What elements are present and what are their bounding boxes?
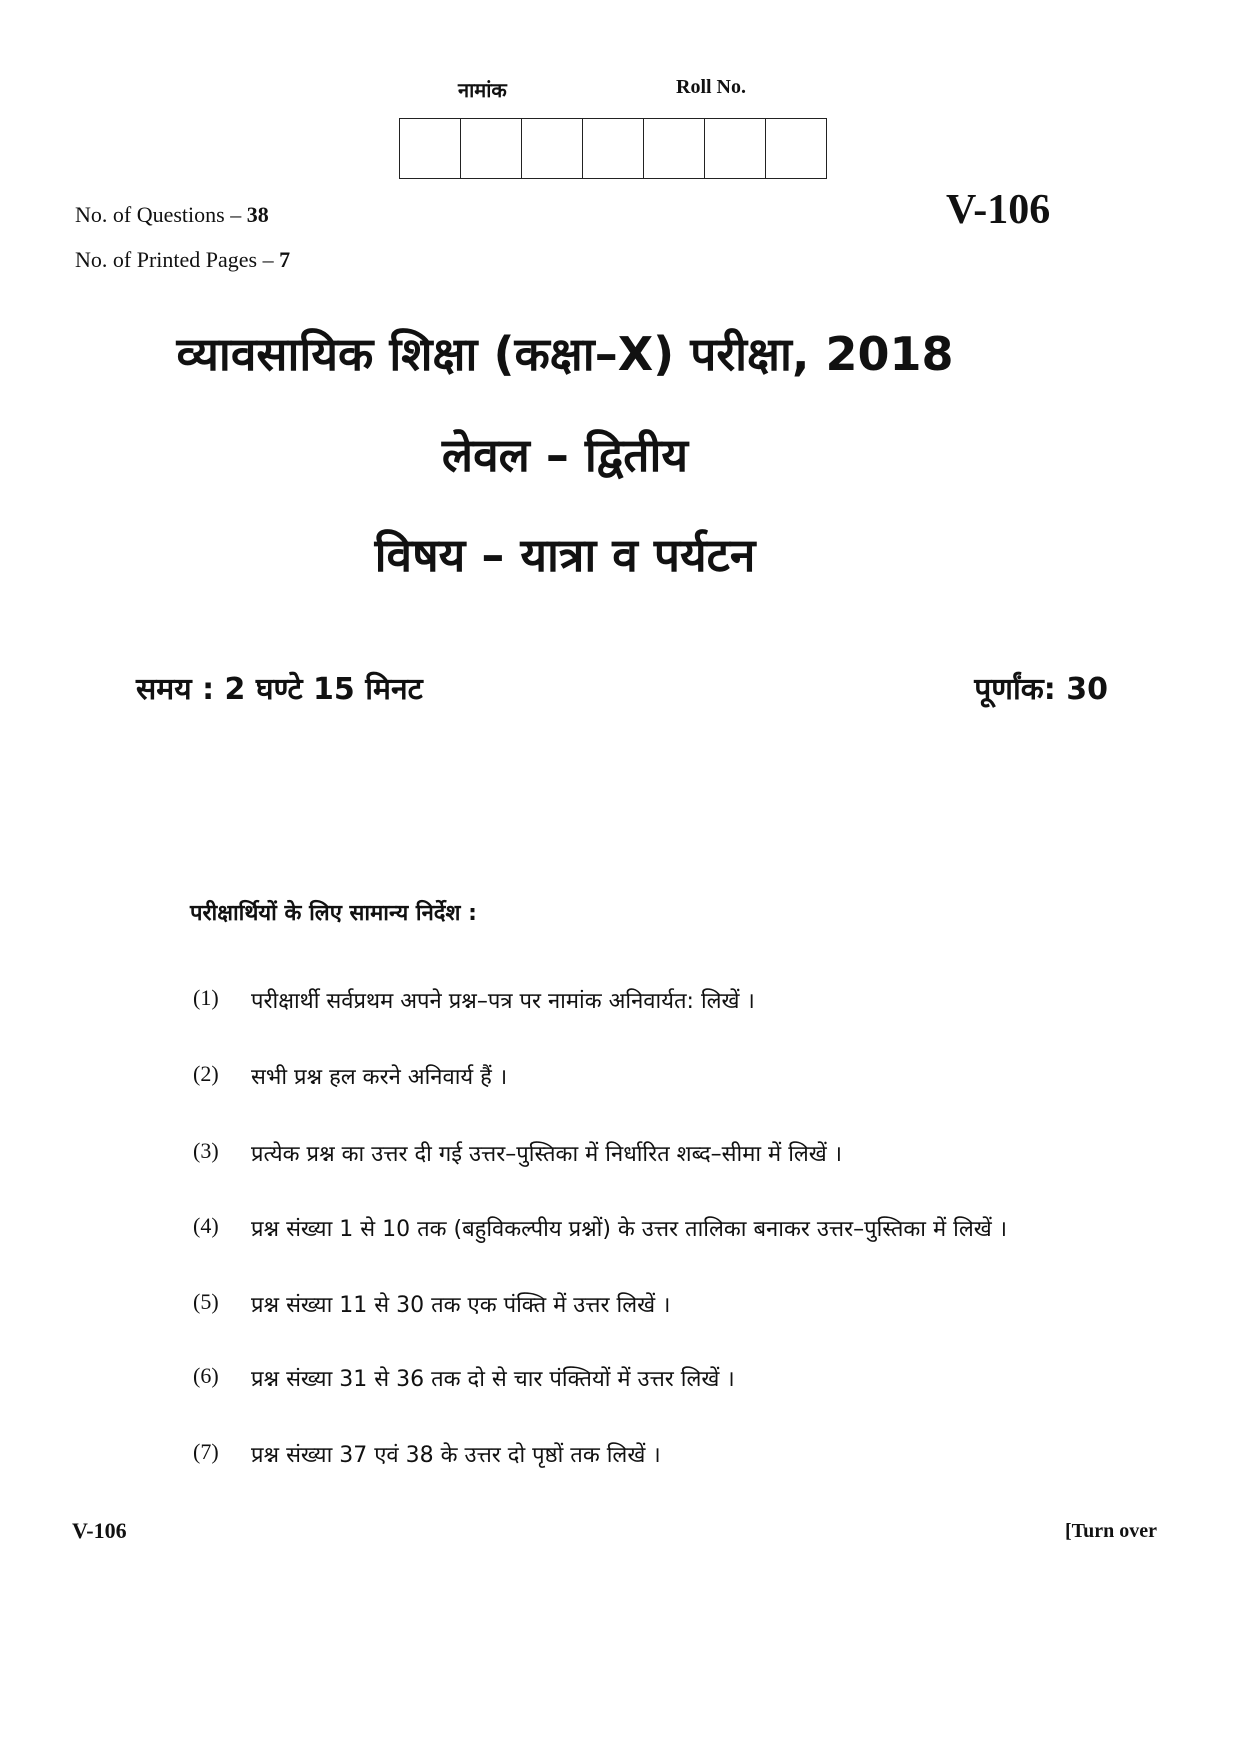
instructions-heading: परीक्षार्थियों के लिए सामान्य निर्देश : <box>190 901 477 926</box>
pages-count <box>75 247 290 273</box>
roll-box <box>766 119 826 178</box>
instruction-number: (1) <box>193 985 219 1010</box>
turn-over-note: [Turn over <box>1064 1520 1157 1542</box>
instruction-text: परीक्षार्थी सर्वप्रथम अपने प्रश्न–पत्र पर नामांक अनिवार्यत: लिखें । <box>251 989 755 1014</box>
max-marks: पूर्णांक: 30 <box>974 672 1108 707</box>
instruction-item <box>193 1213 1007 1243</box>
instruction-item <box>193 1289 670 1319</box>
roll-label-hindi: नामांक <box>458 78 507 102</box>
roll-number-boxes <box>399 118 827 179</box>
instruction-item <box>193 1138 842 1168</box>
instruction-item <box>193 1439 661 1469</box>
exam-duration: समय : 2 घण्टे 15 मिनट <box>136 672 423 707</box>
roll-box <box>583 119 644 178</box>
roll-box <box>400 119 461 178</box>
instruction-text: प्रश्न संख्या 37 एवं 38 के उत्तर दो पृष्ठों तक लिखें । <box>251 1443 661 1468</box>
roll-box <box>644 119 705 178</box>
instruction-number: (2) <box>193 1061 219 1086</box>
instruction-number: (4) <box>193 1213 219 1238</box>
roll-box <box>522 119 583 178</box>
instruction-text: सभी प्रश्न हल करने अनिवार्य हैं । <box>251 1065 508 1090</box>
pages-value: 7 <box>279 247 291 272</box>
paper-code: V-106 <box>946 187 1051 233</box>
instruction-number: (3) <box>193 1138 219 1163</box>
level-title: लेवल – द्वितीय <box>441 428 689 482</box>
instruction-item <box>193 985 755 1015</box>
instruction-number: (5) <box>193 1289 219 1314</box>
roll-box <box>705 119 766 178</box>
instruction-item <box>193 1363 735 1393</box>
exam-title: व्यावसायिक शिक्षा (कक्षा–X) परीक्षा, 2018 <box>176 327 954 381</box>
instruction-text: प्रश्न संख्या 11 से 30 तक एक पंक्ति में उत्तर लिखें । <box>251 1293 671 1318</box>
questions-value: 38 <box>246 202 269 227</box>
instruction-item <box>193 1061 507 1091</box>
instruction-text: प्रश्न संख्या 31 से 36 तक दो से चार पंक्तियों में उत्तर लिखें । <box>251 1367 735 1392</box>
pages-label: No. of Printed Pages – <box>75 247 280 272</box>
instruction-text: प्रत्येक प्रश्न का उत्तर दी गई उत्तर–पुस्तिका में निर्धारित शब्द–सीमा में लिखें । <box>251 1142 843 1167</box>
instruction-text: प्रश्न संख्या 1 से 10 तक (बहुविकल्पीय प्रश्नों) के उत्तर तालिका बनाकर उत्तर–पुस्तिका में लिखें । <box>251 1217 1008 1242</box>
roll-label-english: Roll No. <box>676 76 746 98</box>
instruction-number: (7) <box>193 1439 219 1464</box>
roll-box <box>461 119 522 178</box>
questions-label: No. of Questions – <box>75 202 247 227</box>
instruction-number: (6) <box>193 1363 219 1388</box>
questions-count <box>75 202 269 228</box>
subject-title: विषय – यात्रा व पर्यटन <box>374 528 756 582</box>
footer-paper-code: V-106 <box>72 1518 127 1543</box>
